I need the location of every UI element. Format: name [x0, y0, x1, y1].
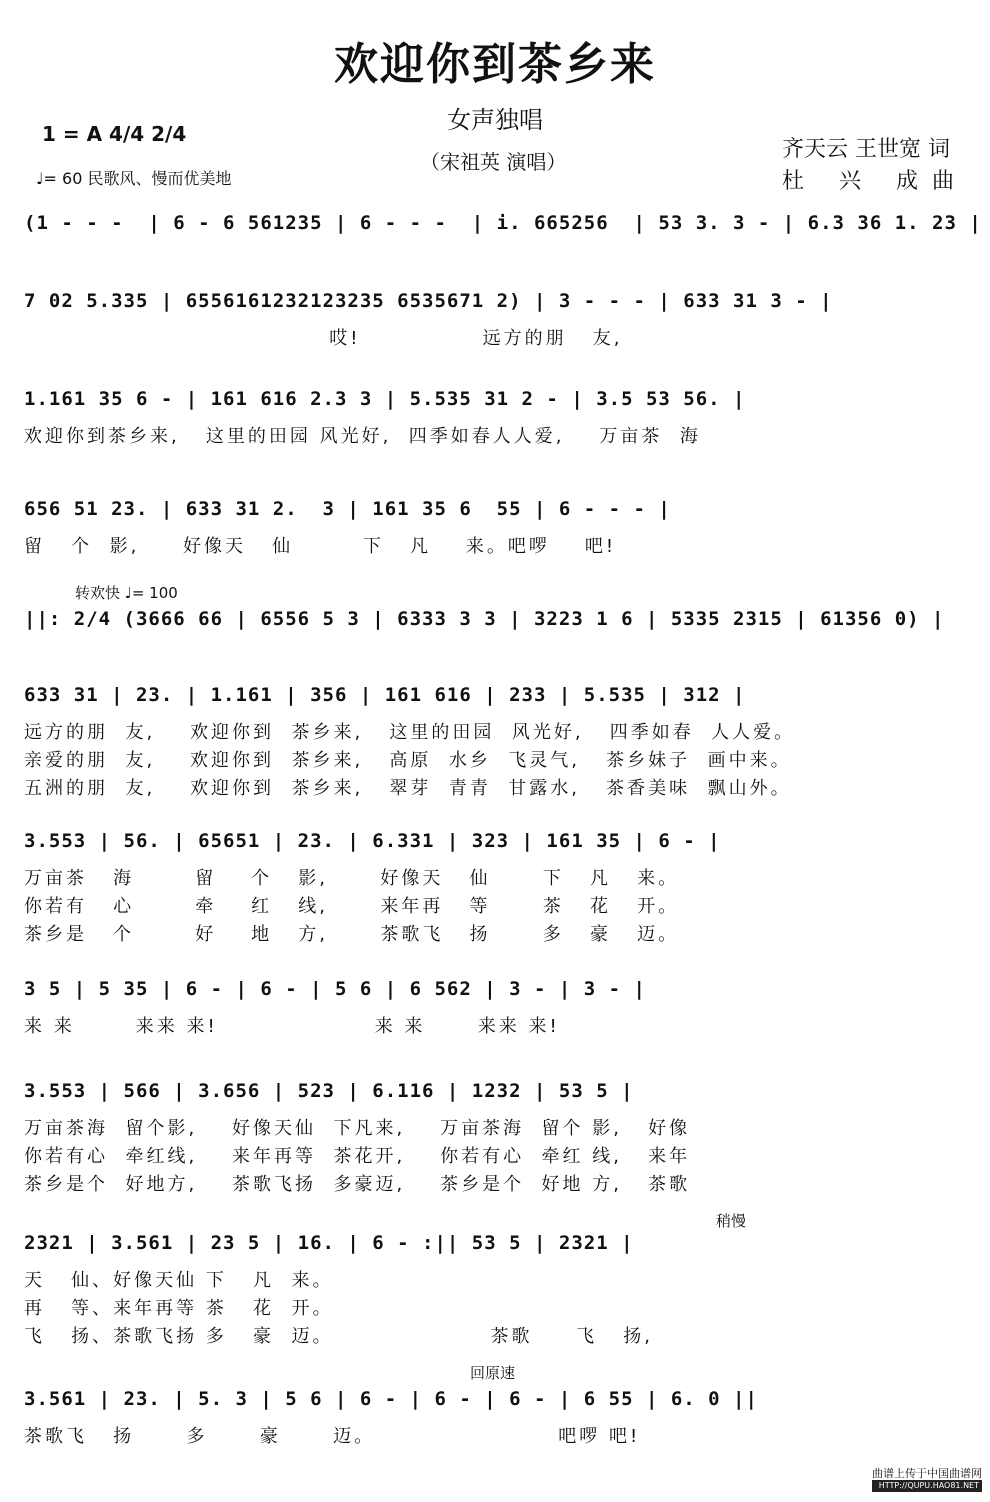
lyric-line: 茶歌飞 扬 多 豪 迈。 吧啰 吧! — [24, 1426, 641, 1447]
score-row — [24, 498, 970, 558]
lyric-line: 再 等、来年再等 茶 花 开。 — [24, 1298, 334, 1319]
lyricist-credit: 齐天云 王世宽 词 — [782, 137, 950, 162]
lyric-line: 天 仙、好像天仙 下 凡 来。 — [24, 1270, 334, 1291]
notation-line: 1.161 35 6 - | 161 616 2.3 3 | 5.535 31 2 - | 3.5 53 56. | — [24, 388, 746, 410]
score-row — [24, 1232, 970, 1348]
notation-line: 2321 | 3.561 | 23 5 | 16. | 6 - :|| 53 5 | 2321 | — [24, 1232, 634, 1254]
tempo-marking: ♩= 60 民歌风、慢而优美地 — [36, 169, 232, 188]
lyric-line: 留 个 影, 好像天 仙 下 凡 来。吧啰 吧! — [24, 536, 617, 557]
lyric-line: 飞 扬、茶歌飞扬 多 豪 迈。 茶歌 飞 扬, — [24, 1326, 653, 1347]
score-row — [24, 212, 982, 234]
score-row — [24, 830, 970, 946]
lyric-line: 五洲的朋 友, 欢迎你到 茶乡来, 翠芽 青青 甘露水, 茶香美味 飘山外。 — [24, 778, 792, 799]
watermark — [872, 1468, 982, 1492]
notation-line: 3.553 | 566 | 3.656 | 523 | 6.116 | 1232 | 53 5 | — [24, 1080, 634, 1102]
lyric-line: 茶乡是个 好地方, 茶歌飞扬 多豪迈, 茶乡是个 好地 方, 茶歌 — [24, 1174, 691, 1195]
slower-marking: 稍慢 — [716, 1212, 747, 1230]
lyric-line: 茶乡是 个 好 地 方, 茶歌飞 扬 多 豪 迈。 — [24, 924, 680, 945]
song-subtitle: 女声独唱 — [447, 106, 543, 134]
notation-line: 3.561 | 23. | 5. 3 | 5 6 | 6 - | 6 - | 6 - | 6 55 | 6. 0 || — [24, 1388, 758, 1410]
notation-line: 7 02 5.335 | 6556161232123235 6535671 2) | 3 - - - | 633 31 3 - | — [24, 290, 833, 312]
score-row — [24, 608, 970, 630]
lyric-line: 远方的朋 友, 欢迎你到 茶乡来, 这里的田园 风光好, 四季如春 人人爱。 — [24, 722, 796, 743]
song-title: 欢迎你到茶乡来 — [334, 39, 656, 90]
notation-line: 3.553 | 56. | 65651 | 23. | 6.331 | 323 | 161 35 | 6 - | — [24, 830, 721, 852]
notation-line: 656 51 23. | 633 31 2. 3 | 161 35 6 55 | 6 - - - | — [24, 498, 671, 520]
lyric-line: 万亩茶海 留个影, 好像天仙 下凡来, 万亩茶海 留个 影, 好像 — [24, 1118, 691, 1139]
lyric-line: 哎! 远方的朋 友, — [24, 328, 623, 349]
singer-credit: （宋祖英 演唱） — [420, 150, 567, 174]
notation-line: 633 31 | 23. | 1.161 | 356 | 161 616 | 233 | 5.535 | 312 | — [24, 684, 746, 706]
tempo-change-marking: 转欢快 ♩= 100 — [75, 584, 178, 602]
score-row — [24, 684, 970, 800]
watermark-text: 曲谱上传于中国曲谱网 — [872, 1467, 982, 1480]
score-row — [24, 1388, 970, 1448]
lyric-line: 亲爱的朋 友, 欢迎你到 茶乡来, 高原 水乡 飞灵气, 茶乡妹子 画中来。 — [24, 750, 792, 771]
lyric-line: 你若有 心 牵 红 线, 来年再 等 茶 花 开。 — [24, 896, 680, 917]
watermark-url: HTTP://QUPU.HAO81.NET — [872, 1480, 982, 1492]
notation-line: 3 5 | 5 35 | 6 - | 6 - | 5 6 | 6 562 | 3 - | 3 - | — [24, 978, 646, 1000]
lyric-line: 欢迎你到茶乡来, 这里的田园 风光好, 四季如春人人爱, 万亩茶 海 — [24, 426, 701, 447]
a-tempo-marking: 回原速 — [470, 1364, 516, 1382]
score-row — [24, 1080, 970, 1196]
lyric-line: 来 来 来来 来! 来 来 来来 来! — [24, 1016, 560, 1037]
composer-credit: 杜 兴 成曲 — [782, 169, 968, 194]
lyric-line: 万亩茶 海 留 个 影, 好像天 仙 下 凡 来。 — [24, 868, 680, 889]
lyric-line: 你若有心 牵红线, 来年再等 茶花开, 你若有心 牵红 线, 来年 — [24, 1146, 691, 1167]
score-row — [24, 290, 970, 350]
score-row — [24, 978, 970, 1038]
notation-line: (1 - - - | 6 - 6 561235 | 6 - - - | i. 665256 | 53 3. 3 - | 6.3 36 1. 23 | — [24, 212, 982, 234]
key-signature: 1 = A 4/4 2/4 — [42, 122, 187, 146]
notation-line: ||: 2/4 (3666 66 | 6556 5 3 | 6333 3 3 | 3223 1 6 | 5335 2315 | 61356 0) | — [24, 608, 945, 630]
score-row — [24, 388, 970, 448]
